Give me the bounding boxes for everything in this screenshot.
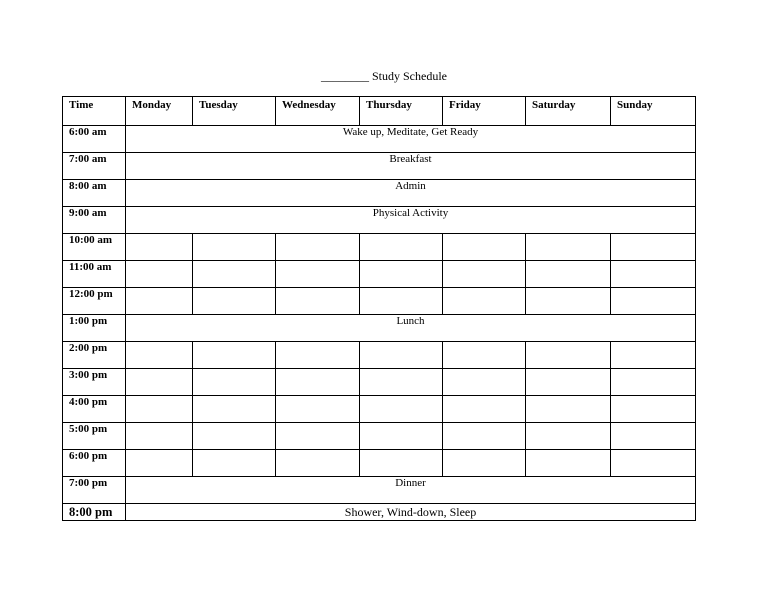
time-cell: 7:00 am	[63, 153, 126, 180]
document-title: ________ Study Schedule	[321, 69, 447, 83]
table-row	[63, 504, 696, 521]
slot-friday[interactable]	[443, 234, 526, 261]
table-row	[63, 450, 696, 477]
slot-thursday[interactable]	[360, 396, 443, 423]
slot-sunday[interactable]	[611, 450, 696, 477]
slot-monday[interactable]	[126, 288, 193, 315]
slot-wednesday[interactable]	[276, 369, 360, 396]
slot-friday[interactable]	[443, 261, 526, 288]
slot-friday[interactable]	[443, 396, 526, 423]
slot-monday[interactable]	[126, 342, 193, 369]
table-row	[63, 396, 696, 423]
slot-tuesday[interactable]	[193, 288, 276, 315]
slot-wednesday[interactable]	[276, 396, 360, 423]
slot-thursday[interactable]	[360, 261, 443, 288]
slot-sunday[interactable]	[611, 342, 696, 369]
slot-saturday[interactable]	[526, 423, 611, 450]
slot-tuesday[interactable]	[193, 450, 276, 477]
slot-monday[interactable]	[126, 423, 193, 450]
slot-thursday[interactable]	[360, 423, 443, 450]
slot-thursday[interactable]	[360, 234, 443, 261]
schedule-table	[62, 96, 696, 521]
header-time: Time	[63, 97, 126, 126]
header-saturday: Saturday	[526, 97, 611, 126]
header-monday: Monday	[126, 97, 193, 126]
activity-cell: Shower, Wind-down, Sleep	[126, 504, 696, 521]
time-cell: 7:00 pm	[63, 477, 126, 504]
time-cell: 1:00 pm	[63, 315, 126, 342]
activity-cell: Dinner	[126, 477, 696, 504]
slot-tuesday[interactable]	[193, 423, 276, 450]
slot-wednesday[interactable]	[276, 288, 360, 315]
header-tuesday: Tuesday	[193, 97, 276, 126]
activity-cell: Wake up, Meditate, Get Ready	[126, 126, 696, 153]
slot-saturday[interactable]	[526, 396, 611, 423]
slot-saturday[interactable]	[526, 369, 611, 396]
time-cell: 2:00 pm	[63, 342, 126, 369]
slot-wednesday[interactable]	[276, 423, 360, 450]
slot-wednesday[interactable]	[276, 261, 360, 288]
slot-tuesday[interactable]	[193, 234, 276, 261]
slot-tuesday[interactable]	[193, 342, 276, 369]
time-cell: 5:00 pm	[63, 423, 126, 450]
activity-cell: Admin	[126, 180, 696, 207]
table-row	[63, 423, 696, 450]
slot-tuesday[interactable]	[193, 261, 276, 288]
slot-tuesday[interactable]	[193, 369, 276, 396]
slot-saturday[interactable]	[526, 450, 611, 477]
table-row	[63, 477, 696, 504]
slot-friday[interactable]	[443, 342, 526, 369]
slot-monday[interactable]	[126, 234, 193, 261]
activity-cell: Physical Activity	[126, 207, 696, 234]
slot-saturday[interactable]	[526, 234, 611, 261]
slot-monday[interactable]	[126, 396, 193, 423]
header-row	[63, 97, 696, 126]
table-row	[63, 315, 696, 342]
table-row	[63, 261, 696, 288]
slot-friday[interactable]	[443, 288, 526, 315]
slot-wednesday[interactable]	[276, 234, 360, 261]
slot-monday[interactable]	[126, 261, 193, 288]
table-row	[63, 369, 696, 396]
slot-tuesday[interactable]	[193, 396, 276, 423]
header-thursday: Thursday	[360, 97, 443, 126]
activity-cell: Breakfast	[126, 153, 696, 180]
slot-sunday[interactable]	[611, 261, 696, 288]
time-cell: 11:00 am	[63, 261, 126, 288]
table-row	[63, 207, 696, 234]
header-friday: Friday	[443, 97, 526, 126]
table-row	[63, 180, 696, 207]
slot-sunday[interactable]	[611, 423, 696, 450]
slot-thursday[interactable]	[360, 288, 443, 315]
slot-wednesday[interactable]	[276, 342, 360, 369]
time-cell: 4:00 pm	[63, 396, 126, 423]
time-cell: 12:00 pm	[63, 288, 126, 315]
slot-sunday[interactable]	[611, 288, 696, 315]
slot-sunday[interactable]	[611, 396, 696, 423]
time-cell: 6:00 pm	[63, 450, 126, 477]
time-cell: 8:00 am	[63, 180, 126, 207]
slot-sunday[interactable]	[611, 369, 696, 396]
slot-thursday[interactable]	[360, 369, 443, 396]
slot-monday[interactable]	[126, 369, 193, 396]
table-row	[63, 342, 696, 369]
activity-cell: Lunch	[126, 315, 696, 342]
time-cell: 8:00 pm	[63, 504, 126, 521]
slot-sunday[interactable]	[611, 234, 696, 261]
time-cell: 10:00 am	[63, 234, 126, 261]
header-sunday: Sunday	[611, 97, 696, 126]
time-cell: 3:00 pm	[63, 369, 126, 396]
table-row	[63, 126, 696, 153]
table-row	[63, 153, 696, 180]
slot-saturday[interactable]	[526, 342, 611, 369]
slot-monday[interactable]	[126, 450, 193, 477]
table-row	[63, 234, 696, 261]
time-cell: 6:00 am	[63, 126, 126, 153]
table-row	[63, 288, 696, 315]
slot-thursday[interactable]	[360, 342, 443, 369]
slot-saturday[interactable]	[526, 288, 611, 315]
slot-saturday[interactable]	[526, 261, 611, 288]
slot-friday[interactable]	[443, 450, 526, 477]
slot-wednesday[interactable]	[276, 450, 360, 477]
header-wednesday: Wednesday	[276, 97, 360, 126]
time-cell: 9:00 am	[63, 207, 126, 234]
slot-friday[interactable]	[443, 423, 526, 450]
slot-friday[interactable]	[443, 369, 526, 396]
slot-thursday[interactable]	[360, 450, 443, 477]
